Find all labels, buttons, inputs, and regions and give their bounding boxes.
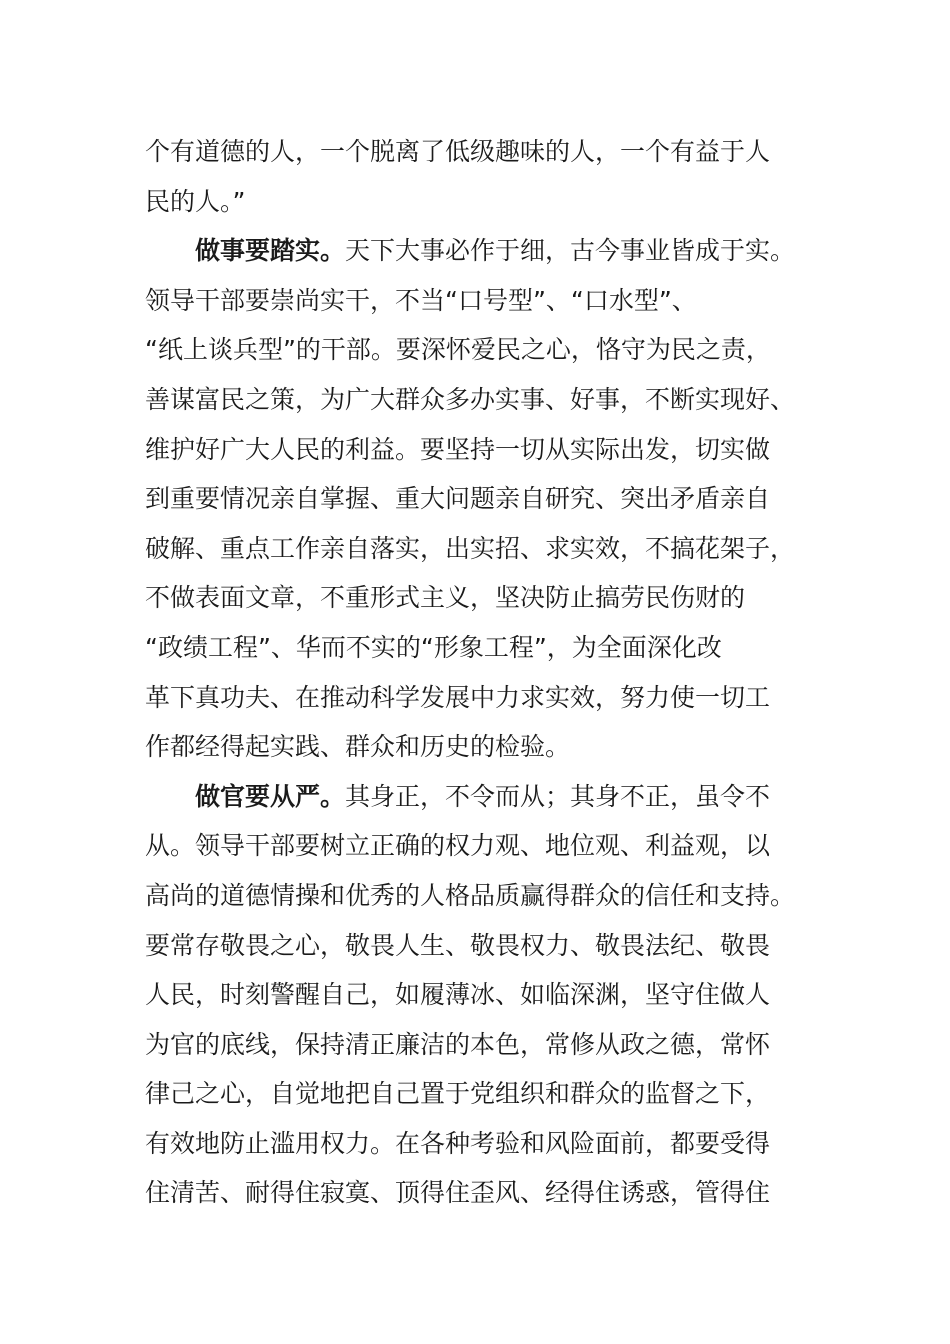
text-line: 民的人。”: [145, 186, 246, 216]
text-line: 从。领导干部要树立正确的权力观、地位观、利益观，以: [145, 831, 771, 861]
text-line: 善谋富民之策，为广大群众多办实事、好事，不断实现好、: [145, 384, 796, 414]
text-line: 律己之心，自觉地把自己置于党组织和群众的监督之下，: [145, 1079, 771, 1109]
paragraph-start-official: [145, 772, 815, 822]
section-heading-work: 做事要踏实。: [195, 236, 346, 266]
paragraph-start-work: [145, 226, 815, 276]
text-line: 不做表面文章，不重形式主义，坚决防止搞劳民伤财的: [145, 583, 746, 613]
text-line: 破解、重点工作亲自落实，出实招、求实效，不搞花架子，: [145, 533, 796, 563]
text-line: 人民，时刻警醒自己，如履薄冰、如临深渊，坚守住做人: [145, 980, 771, 1010]
text-line: 高尚的道德情操和优秀的人格品质赢得群众的信任和支持。: [145, 880, 796, 910]
text-line: 要常存敬畏之心，敬畏人生、敬畏权力、敬畏法纪、敬畏: [145, 930, 771, 960]
document-body: [145, 127, 815, 1218]
text-line: 有效地防止滥用权力。在各种考验和风险面前，都要受得: [145, 1128, 771, 1158]
text-line: 到重要情况亲自掌握、重大问题亲自研究、突出矛盾亲自: [145, 484, 771, 514]
text-line: 革下真功夫、在推动科学发展中力求实效，努力使一切工: [145, 682, 771, 712]
text-line: 住清苦、耐得住寂寞、顶得住歪风、经得住诱惑，管得住: [145, 1178, 771, 1208]
text-line: “政绩工程”、华而不实的“形象工程”，为全面深化改: [145, 632, 722, 662]
text-line: 天下大事必作于细，古今事业皆成于实。: [345, 236, 796, 266]
text-line: 其身正，不令而从；其身不正，虽令不: [345, 781, 771, 811]
text-line: 领导干部要崇尚实干，不当“口号型”、“口水型”、: [145, 285, 697, 315]
text-line: 作都经得起实践、群众和历史的检验。: [145, 732, 571, 762]
text-line: 个有道德的人，一个脱离了低级趣味的人，一个有益于人: [145, 137, 771, 166]
section-heading-official: 做官要从严。: [195, 781, 346, 811]
text-line: “纸上谈兵型”的干部。要深怀爱民之心，恪守为民之责，: [145, 335, 771, 365]
text-line: 为官的底线，保持清正廉洁的本色，常修从政之德，常怀: [145, 1029, 771, 1059]
text-line: 维护好广大人民的利益。要坚持一切从实际出发，切实做: [145, 434, 771, 464]
